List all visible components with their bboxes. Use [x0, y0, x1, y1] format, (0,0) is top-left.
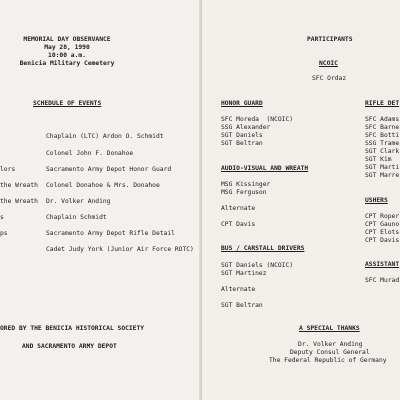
audio-visual-member: MSG Kissinger — [221, 181, 271, 188]
bus-drivers-alternate: SGT Beltran — [221, 302, 263, 309]
special-thanks-line: Dr. Volker Anding — [298, 341, 363, 348]
observance-time: 10:00 a.m. — [48, 52, 86, 59]
bus-drivers-title: BUS / CARSTALL DRIVERS — [221, 245, 305, 252]
rifle-detail-member: SSG Trame — [365, 140, 400, 147]
honor-guard-member: SGT Daniels — [221, 132, 263, 139]
honor-guard-member: SFC Moreda (NCOIC) — [221, 116, 294, 123]
rifle-detail-member: SGT Marre — [365, 172, 400, 179]
audio-visual-title: AUDIO-VISUAL AND WREATH — [221, 165, 309, 172]
schedule-participant: Colonel John F. Donahoe — [46, 150, 134, 157]
schedule-participant: Cadet Judy York (Junior Air Force ROTC) — [46, 246, 194, 253]
schedule-event: the Wreath — [0, 198, 38, 205]
usher-member: CPT Roper — [365, 213, 400, 220]
assistant-title: ASSISTANT — [365, 261, 400, 268]
schedule-participant: Chaplain (LTC) Ardon O. Schmidt — [46, 133, 164, 140]
schedule-participant: Sacramento Army Depot Honor Guard — [46, 166, 172, 173]
usher-member: CPT Gauno — [365, 221, 400, 228]
rifle-detail-member: SGT Kim — [365, 156, 392, 163]
special-thanks-line: The Federal Republic of Germany — [269, 357, 387, 364]
schedule-event: the Wreath — [0, 182, 38, 189]
rifle-detail-member: SFC Botti — [365, 132, 400, 139]
schedule-participant: Dr. Volker Anding — [46, 198, 111, 205]
special-thanks-title: A SPECIAL THANKS — [299, 325, 360, 332]
schedule-participant: Chaplain Schmidt — [46, 214, 107, 221]
right-page — [202, 0, 400, 400]
schedule-participant: Colonel Donahoe & Mrs. Donahoe — [46, 182, 160, 189]
ushers-title: USHERS — [365, 197, 388, 204]
usher-member: CPT Davis — [365, 237, 400, 244]
sponsor-line: AND SACRAMENTO ARMY DEPOT — [22, 343, 117, 350]
honor-guard-member: SSG Alexander — [221, 124, 271, 131]
observance-location: Benicia Military Cemetery — [19, 60, 115, 67]
alternate-label: Alternate — [221, 286, 256, 293]
schedule-title: SCHEDULE OF EVENTS — [33, 100, 102, 107]
usher-member: CPT Elots — [365, 229, 400, 236]
observance-date: May 28, 1990 — [44, 44, 90, 51]
audio-visual-member: MSG Ferguson — [221, 189, 267, 196]
audio-visual-alternate: CPT Davis — [221, 221, 256, 228]
schedule-event: ps — [0, 230, 8, 237]
special-thanks-line: Deputy Consul General — [290, 349, 370, 356]
bus-driver-member: SGT Daniels (NCOIC) — [221, 262, 294, 269]
honor-guard-title: HONOR GUARD — [221, 100, 263, 107]
rifle-detail-member: SGT Clark — [365, 148, 400, 155]
schedule-event: lors — [0, 166, 16, 173]
honor-guard-member: SGT Beltran — [221, 140, 263, 147]
observance-title: MEMORIAL DAY OBSERVANCE — [23, 36, 111, 43]
bus-driver-member: SGT Martinez — [221, 270, 267, 277]
ncoic-title: NCOIC — [319, 60, 338, 67]
rifle-detail-member: SFC Adams — [365, 116, 400, 123]
rifle-detail-title: RIFLE DET — [365, 100, 400, 107]
sponsor-line: ORED BY THE BENICIA HISTORICAL SOCIETY — [0, 325, 145, 332]
assistant-member: SFC Murad — [365, 277, 400, 284]
alternate-label: Alternate — [221, 205, 256, 212]
rifle-detail-member: SFC Barne — [365, 124, 400, 131]
schedule-participant: Sacramento Army Depot Rifle Detail — [46, 230, 175, 237]
schedule-event: s — [0, 214, 4, 221]
rifle-detail-member: SGT Marti — [365, 164, 400, 171]
participants-title: PARTICIPANTS — [307, 36, 353, 43]
ncoic-name: SFC Ordaz — [312, 75, 347, 82]
